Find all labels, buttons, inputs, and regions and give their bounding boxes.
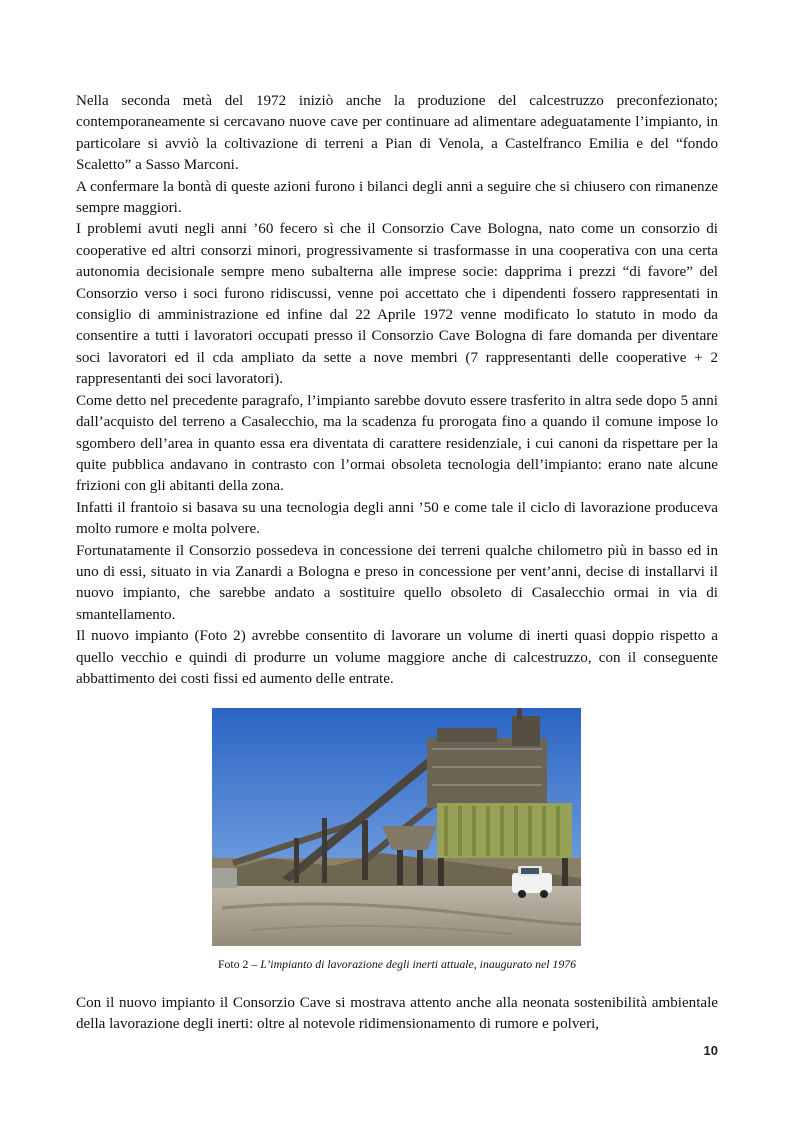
paragraph: Il nuovo impianto (Foto 2) avrebbe consentito di lavorare un volume di inerti quasi doppio rispetto a quello vecchio e quindi di produrre un volume maggiore anche di calcestruzzo, con il conseguente abbattimento dei costi fissi ed aumento delle entrate. bbox=[76, 628, 718, 687]
paragraph: Fortunatamente il Consorzio possedeva in concessione dei terreni qualche chilometro più in basso ed in uno di essi, situato in via Zanardi a Bologna e preso in concessione per vent’anni, decise di installarvi il nuovo impianto, che sarebbe andato a sostituire quello obsoleto di Casalecchio ormai in via di smantellamento. bbox=[76, 542, 718, 623]
figure-caption bbox=[76, 957, 718, 972]
photo-plant bbox=[212, 708, 581, 946]
paragraph: Con il nuovo impianto il Consorzio Cave si mostrava attento anche alla neonata sostenibilità ambientale della lavorazione degli inerti: oltre al notevole ridimensionamento di rumore e polveri, bbox=[76, 995, 718, 1033]
caption-text: L’impianto di lavorazione degli inerti attuale, inaugurato nel 1976 bbox=[260, 957, 577, 971]
paragraph: A confermare la bontà di queste azioni furono i bilanci degli anni a seguire che si chiusero con rimanenze sempre maggiori. bbox=[76, 178, 718, 217]
closing-text bbox=[76, 993, 718, 1036]
paragraph: I problemi avuti negli anni ’60 fecero sì che il Consorzio Cave Bologna, nato come un consorzio di cooperative ed altri consorzi minori, progressivamente si trasformasse in una cooperativa con una certa autonomia decisionale sempre meno subalterna alle imprese socie: dapprima i prezzi “di favore” del Consorzio verso i soci furono ridiscussi, venne poi accettato che i dipendenti fossero rappresentati in consiglio di amministrazione ed infine dal 22 Aprile 1972 venne modificato lo statuto in modo da consentire a tutti i lavoratori occupati presso il Consorzio Cave Bologna di fare domanda per diventare soci lavoratori ed il cda ampliato da sette a nove membri (7 rappresentanti delle cooperative + 2 rappresentanti dei soci lavoratori). bbox=[76, 221, 718, 388]
paragraph: Come detto nel precedente paragrafo, l’impianto sarebbe dovuto essere trasferito in altra sede dopo 5 anni dall’acquisto del terreno a Casalecchio, ma la scadenza fu prorogata fino a quando il comune impose lo sgombero dell’area in quanto essa era diventata di carattere residenziale, i cui canoni da rispettare per la quite pubblica andavano in contrasto con l’ormai obsoleta tecnologia dell’impianto: erano nate alcune frizioni con gli abitanti della zona. bbox=[76, 392, 718, 495]
paragraph: Nella seconda metà del 1972 iniziò anche la produzione del calcestruzzo preconfezionato; contemporaneamente si cercavano nuove cave per continuare ad alimentare adeguatamente l’impianto, in particolare si avviò la coltivazione di terreni a Pian di Venola, a Castelfranco Emilia e del “fondo Scaletto” a Sasso Marconi. bbox=[76, 93, 718, 174]
caption-label: Foto 2 – bbox=[217, 957, 261, 971]
page-number: 10 bbox=[703, 1043, 718, 1058]
main-text bbox=[76, 91, 718, 690]
paragraph: Infatti il frantoio si basava su una tecnologia degli anni ’50 e come tale il ciclo di lavorazione produceva molto rumore e molta polvere. bbox=[76, 499, 718, 538]
